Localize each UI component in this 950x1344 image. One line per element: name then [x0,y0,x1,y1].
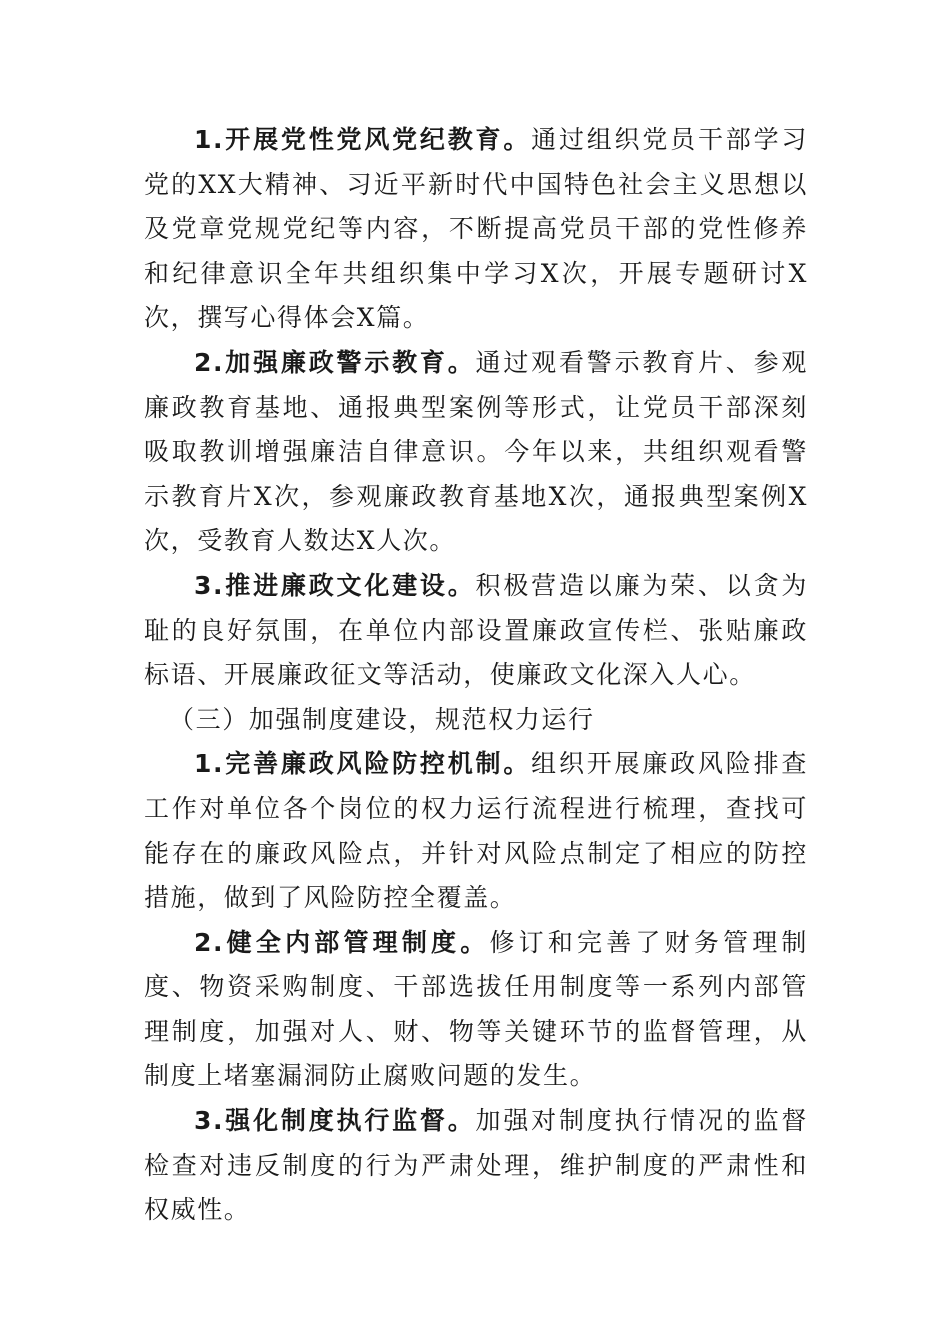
paragraph-text: 组织开展廉政风险排查工作对单位各个岗位的权力运行流程进行梳理，查找可能存在的廉政风险点，并针对风险点制定了相应的防控措施，做到了风险防控全覆盖。 [144,749,808,913]
paragraph-integrity-culture [144,564,808,698]
paragraph-warning-education [144,341,808,564]
paragraph-risk-control [144,742,808,920]
paragraph-text: 修订和完善了财务管理制度、物资采购制度、干部选拔任用制度等一系列内部管理制度，加强对人、财、物等关键环节的监督管理，从制度上堵塞漏洞防止腐败问题的发生。 [144,927,808,1091]
paragraph-lead: 1.开展党性党风党纪教育。 [194,125,532,154]
paragraph-lead: 2.加强廉政警示教育。 [194,347,476,377]
paragraph-lead: 3.强化制度执行监督。 [194,1106,476,1136]
paragraph-lead: 2.健全内部管理制度。 [194,927,490,957]
paragraph-text: 通过组织党员干部学习党的XX大精神、习近平新时代中国特色社会主义思想以及党章党规党纪等内容，不断提高党员干部的党性修养和纪律意识全年共组织集中学习X次，开展专题研讨X次，撰写心得体会X篇。 [144,125,808,333]
paragraph-text: 通过观看警示教育片、参观廉政教育基地、通报典型案例等形式，让党员干部深刻吸取教训增强廉洁自律意识。今年以来，共组织观看警示教育片X次，参观廉政教育基地X次，通报典型案例X次，受教育人数达X人次。 [144,347,808,556]
document-page [144,118,808,1233]
paragraph-execution-supervision [144,1099,808,1233]
paragraph-text: 加强对制度执行情况的监督检查对违反制度的行为严肃处理，维护制度的严肃性和权威性。 [144,1106,808,1225]
paragraph-text: 积极营造以廉为荣、以贪为耻的良好氛围，在单位内部设置廉政宣传栏、张贴廉政标语、开展廉政征文等活动，使廉政文化深入人心。 [144,570,808,690]
paragraph-lead: 1.完善廉政风险防控机制。 [194,749,532,779]
paragraph-lead: 3.推进廉政文化建设。 [194,570,476,600]
section-heading: （三）加强制度建设，规范权力运行 [169,704,595,734]
paragraph-party-education [144,118,808,341]
paragraph-internal-management [144,921,808,1099]
